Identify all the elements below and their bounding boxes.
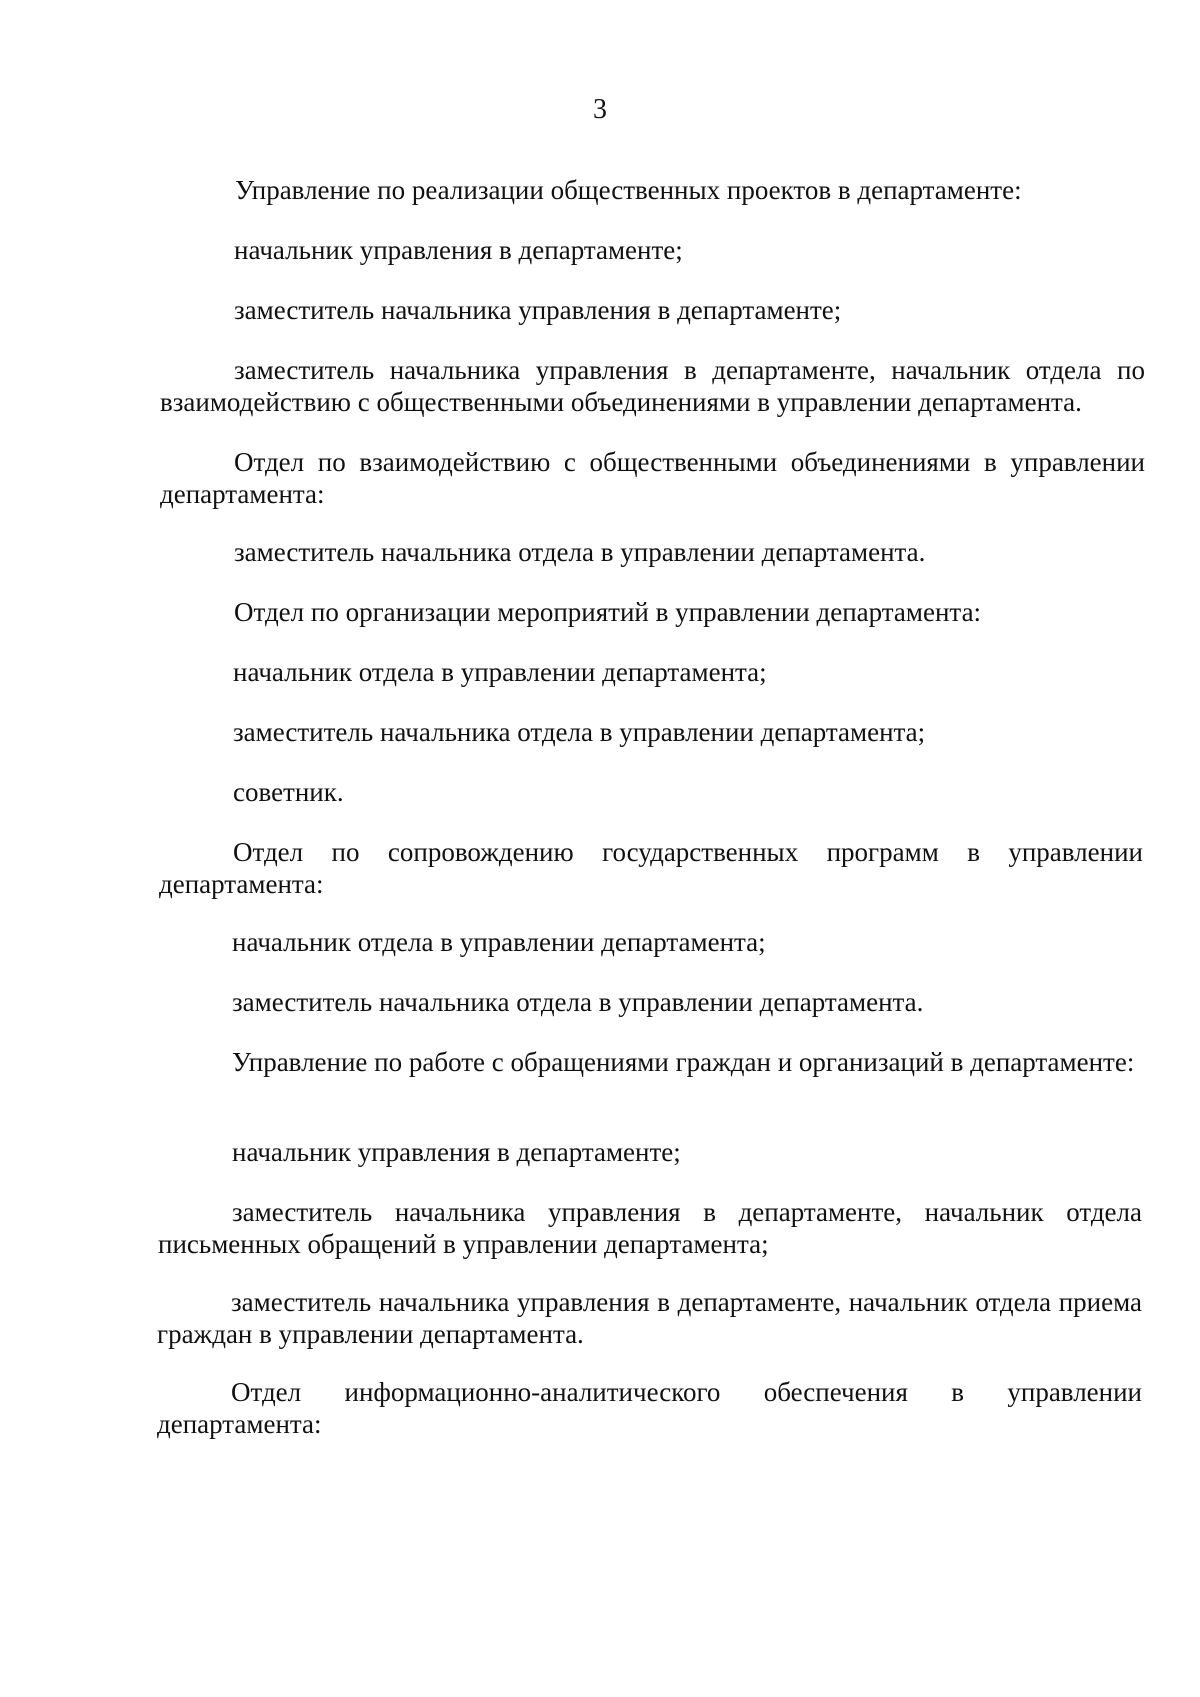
position-item: заместитель начальника отдела в управлении департамента.: [232, 987, 924, 1017]
position-item: заместитель начальника управления в департаменте;: [234, 295, 842, 325]
section-heading: Управление по работе с обращениями граждан и организаций в департаменте:: [232, 1047, 1135, 1077]
section-heading: Отдел по взаимодействию с общественными объединениями в управлении департамента:: [160, 447, 1145, 509]
position-item: заместитель начальника отдела в управлении департамента;: [233, 717, 926, 747]
section-heading: Отдел по сопровождению государственных программ в управлении департамента:: [159, 837, 1143, 899]
position-item: заместитель начальника отдела в управлении департамента.: [234, 537, 926, 567]
position-item: начальник отдела в управлении департамента;: [233, 657, 767, 687]
position-item: начальник отдела в управлении департамента;: [232, 927, 766, 957]
position-item: заместитель начальника управления в департаменте, начальник отдела письменных обращений в управлении департамента;: [158, 1197, 1142, 1259]
section-heading: Отдел информационно-аналитического обеспечения в управлении департамента:: [157, 1377, 1142, 1439]
page-number: 3: [593, 94, 607, 125]
position-item: начальник управления в департаменте;: [232, 1137, 681, 1167]
position-item: заместитель начальника управления в департаменте, начальник отдела приема граждан в управлении департамента.: [157, 1287, 1142, 1349]
position-item: советник.: [233, 777, 344, 807]
position-item: начальник управления в департаменте;: [234, 235, 683, 265]
section-heading: Управление по реализации общественных проектов в департаменте:: [235, 175, 1022, 205]
section-heading: Отдел по организации мероприятий в управлении департамента:: [234, 597, 982, 627]
position-item: заместитель начальника управления в департаменте, начальник отдела по взаимодействию с общественными объединениями в управлении департамента.: [160, 355, 1145, 417]
